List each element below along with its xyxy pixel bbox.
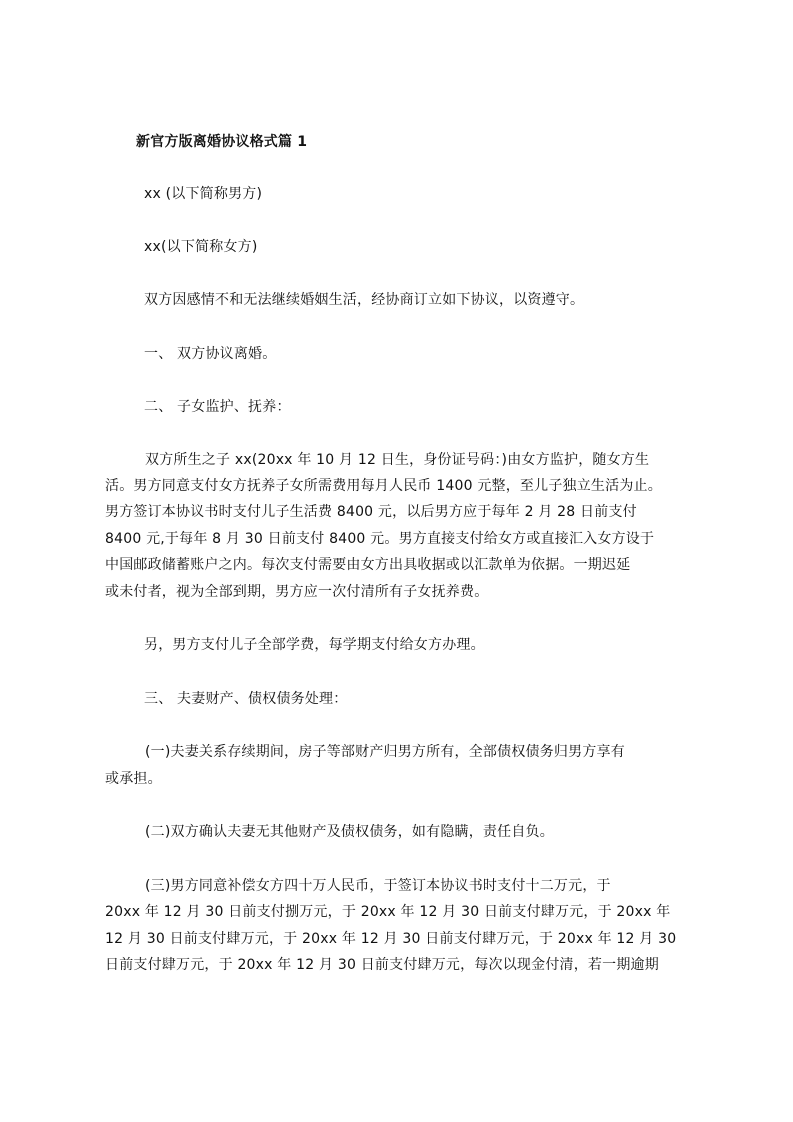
tuition-paragraph: 另，男方支付儿子全部学费，每学期支付给女方办理。: [144, 637, 485, 653]
paragraph-line: (三)男方同意补偿女方四十万人民币，于签订本协议书时支付十二万元，于: [145, 878, 611, 894]
paragraph-line: 男方签订本协议书时支付儿子生活费 8400 元，以后男方应于每年 2 月 28 日前支付: [105, 504, 637, 520]
party-male: xx (以下简称男方): [144, 186, 263, 202]
paragraph-line: 12 月 30 日前支付肆万元，于 20xx 年 12 月 30 日前支付肆万元，于 20xx 年 12 月 30: [105, 931, 677, 947]
paragraph-line: 或未付者，视为全部到期，男方应一次付清所有子女抚养费。: [105, 584, 489, 600]
paragraph-line: 或承担。: [105, 771, 162, 787]
section-1-heading: 一、 双方协议离婚。: [144, 346, 277, 362]
section-3-heading: 三、 夫妻财产、债权债务处理：: [144, 691, 348, 707]
intro-paragraph: 双方因感情不和无法继续婚姻生活，经协商订立如下协议，以资遵守。: [144, 292, 585, 308]
party-female: xx(以下简称女方): [144, 239, 258, 255]
paragraph-line: 8400 元,于每年 8 月 30 日前支付 8400 元。男方直接支付给女方或直接汇入女方设于: [105, 531, 655, 547]
paragraph-line: (一)夫妻关系存续期间，房子等部财产归男方所有，全部债权债务归男方享有: [145, 744, 625, 760]
section-2-heading: 二、 子女监护、抚养：: [144, 399, 291, 415]
paragraph-line: 20xx 年 12 月 30 日前支付捌万元，于 20xx 年 12 月 30 日前支付肆万元，于 20xx 年: [105, 904, 671, 920]
property-item-2: (二)双方确认夫妻无其他财产及债权债务，如有隐瞒，责任自负。: [145, 824, 554, 840]
paragraph-line: 中国邮政储蓄账户之内。每次支付需要由女方出具收据或以汇款单为依据。一期迟延: [105, 557, 631, 573]
paragraph-line: 活。男方同意支付女方抚养子女所需费用每月人民币 1400 元整，至儿子独立生活为止。: [105, 478, 662, 494]
paragraph-line: 双方所生之子 xx(20xx 年 10 月 12 日生，身份证号码：)由女方监护，随女方生: [145, 452, 650, 468]
document-title: 新官方版离婚协议格式篇 1: [136, 134, 308, 150]
paragraph-line: 日前支付肆万元，于 20xx 年 12 月 30 日前支付肆万元，每次以现金付清，若一期逾期: [105, 957, 659, 973]
